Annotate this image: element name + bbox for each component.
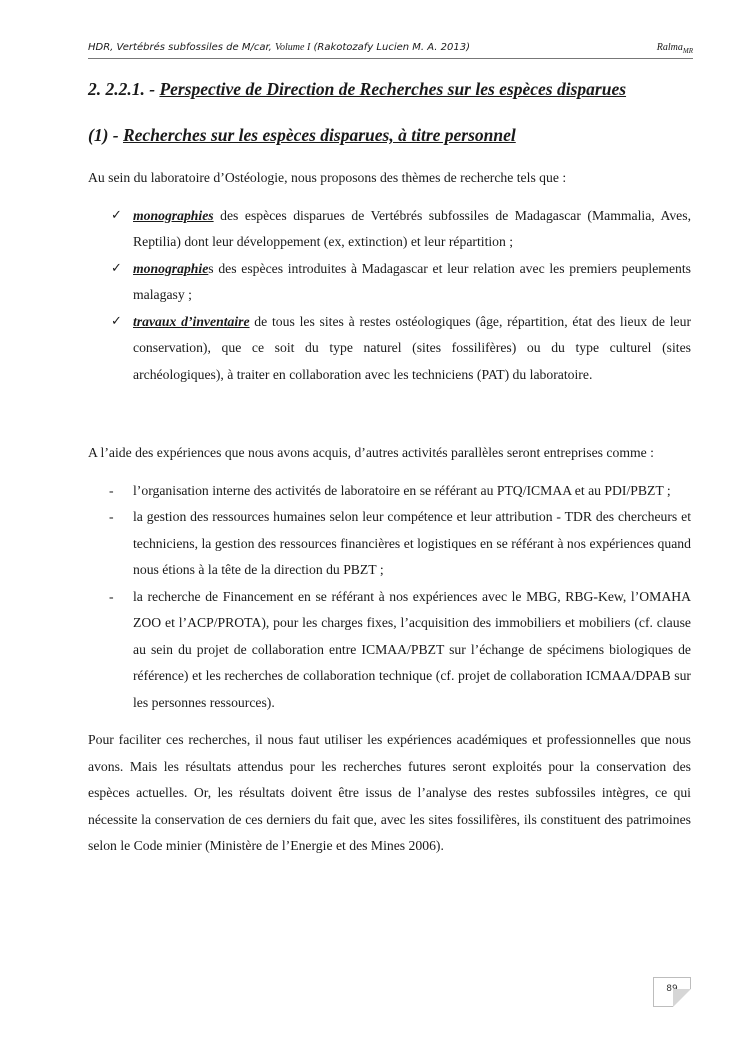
page-header [88,42,693,59]
dash-bullet: - [109,482,114,498]
list-item: - l’organisation interne des activités de laboratoire en se référant au PTQ/ICMAA et au PDI/PBZT ; [133,478,691,505]
themes-list [88,203,691,389]
checkmark-icon: ✓ [111,313,122,329]
dash-bullet: - [109,509,114,524]
checkmark-icon: ✓ [111,260,122,276]
list-item: ✓ monographies des espèces introduites à Madagascar et leur relation avec les premiers peuplements malagasy ; [133,256,691,309]
list-item: ✓ travaux d’inventaire de tous les sites à restes ostéologiques (âge, répartition, état des lieux de leur conservation), que ce soit du type naturel (sites fossilifères) ou du type culturel (sites archéologiques), à traiter en collaboration avec les techniciens (PAT) du laboratoire. [133,309,691,389]
page-number-box [653,977,691,1007]
activities-list [88,478,691,717]
checkmark-icon: ✓ [111,207,122,223]
intro-paragraph: Au sein du laboratoire d’Ostéologie, nous proposons des thèmes de recherche tels que : [88,170,567,185]
dash-bullet: - [109,588,114,604]
list-item: ✓ monographies des espèces disparues de Vertébrés subfossiles de Madagascar (Mammalia, Aves, Reptilia) dont leur développement (ex, extinction) et leur répartition ; [133,203,691,256]
list-item: - la recherche de Financement en se référant à nos expériences avec le MBG, RBG-Kew, l’OMAHA ZOO et l’ACP/PROTA), pour les charges fixes, l’acquisition des immobiliers et mobiliers (cf. clause au sein du projet de collaboration entre ICMAA/PBZT sur l’échange de spécimens biologiques de référence) et les recherches de collaboration technique (cf. projet de collaboration ICMAA/DPAB sur les personnes ressources). [133,584,691,717]
closing-paragraph: Pour faciliter ces recherches, il nous faut utiliser les expériences académiques et professionnelles que nous avons. Mais les résultats attendus pour les recherches futures seront exploités pour la conservation des espèces actuelles. Or, les résultats doivent être issus de l’analyse des restes subfossiles intègres, ce qui nécessite la conservation de ces derniers du fait que, avec les sites fossilifères, ils constituent des patrimoines selon le Code minier (Ministère de l’Energie et des Mines 2006). [88,732,691,853]
header-citation: HDR, Vertébrés subfossiles de M/car, Volume I (Rakotozafy Lucien M. A. 2013) [88,42,470,53]
section-title: Perspective de Direction de Recherches sur les espèces disparues [159,79,627,99]
list-item: - la gestion des ressources humaines selon leur compétence et leur attribution - TDR des chercheurs et techniciens, la gestion des ressources financières et logistiques en se référant à nos expériences quand nous étions à la tête de la direction du PBZT ; [133,504,691,584]
header-author-tag: Ralma$_{MR}$ [656,42,693,55]
subsection-title: Recherches sur les espèces disparues, à titre personnel [122,125,516,145]
subsection-heading: (1) - Recherches sur les espèces disparues, à titre personnel [88,125,516,145]
page-content [88,78,691,860]
header-volume: Volume I [275,42,311,53]
activities-intro-paragraph: A l’aide des expériences que nous avons acquis, d’autres activités parallèles seront entreprises comme : [88,445,654,460]
section-heading: 2. 2.2.1. - Perspective de Direction de Recherches sur les espèces disparues [88,79,627,99]
page-number: 89 [666,984,678,994]
